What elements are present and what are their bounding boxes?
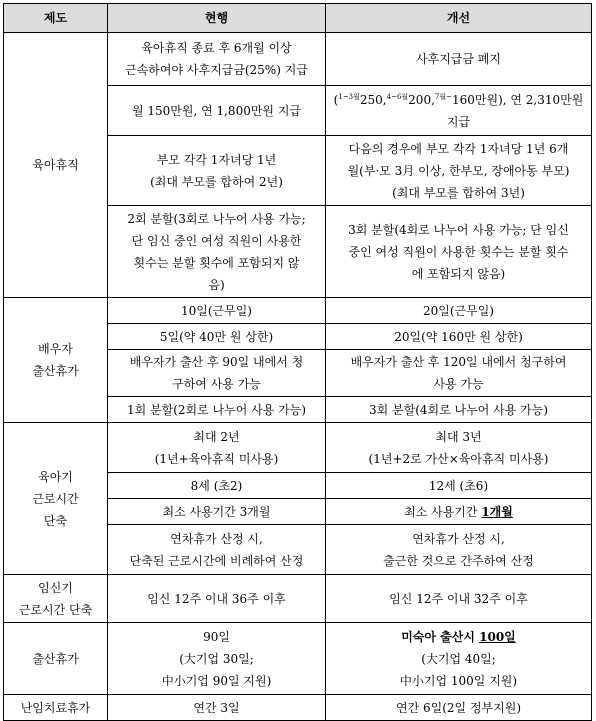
table-row: [4, 695, 592, 721]
cell-current: 연간 3일: [108, 695, 326, 721]
category-parental-leave: 육아휴직: [4, 33, 108, 298]
cell-improved: 배우자가 출산 후 120일 내에서 청구하여 사용 가능: [326, 350, 592, 397]
emphasis-text: 100일: [479, 629, 516, 644]
cell-improved: 사후지급금 폐지: [326, 33, 592, 86]
cell-current: 2회 분할(3회로 나누어 사용 가능; 단 임신 중인 여성 직원이 사용한 횟수는 분할 횟수에 포함되지 않 음): [108, 206, 326, 298]
category-maternity-leave: 출산휴가: [4, 623, 108, 695]
policy-comparison-table: [3, 3, 592, 721]
cell-current: 연차휴가 산정 시, 단축된 근로시간에 비례하여 산정: [108, 525, 326, 575]
cell-improved: 12세 (초6): [326, 473, 592, 499]
cell-current: 5일(약 40만 원 상한): [108, 324, 326, 350]
cell-improved: 20일(약 160만 원 상한): [326, 324, 592, 350]
cell-current: 1회 분할(2회로 나누어 사용 가능): [108, 397, 326, 423]
cell-improved: 미숙아 출산시 100일 (大기업 40일; 中小기업 100일 지원): [326, 623, 592, 695]
cell-current: 최대 2년 (1년+육아휴직 미사용): [108, 423, 326, 473]
table-row: [4, 423, 592, 473]
category-infertility-leave: 난임치료휴가: [4, 695, 108, 721]
cell-improved: ($^{1\sim 3월}$250,$^{4\sim 6월}$200,$^{7월\sim}$160만원), 연 2,310만원 지급: [326, 86, 592, 136]
cell-improved: 20일(근무일): [326, 298, 592, 324]
cell-improved: 3회 분할(4회로 나누어 사용 가능; 단 임신 중인 여성 직원이 사용한 횟수는 분할 횟수 에 포함되지 않음): [326, 206, 592, 298]
category-pregnancy-hours: 임신기 근로시간 단축: [4, 575, 108, 623]
header-improved: 개선: [326, 4, 592, 33]
cell-improved: 최대 3년 (1년+2로 가산×육아휴직 미사용): [326, 423, 592, 473]
header-row: [4, 4, 592, 33]
header-current: 현행: [108, 4, 326, 33]
cell-current: 부모 각각 1자녀당 1년 (최대 부모를 합하여 2년): [108, 136, 326, 206]
category-childcare-hours: 육아기 근로시간 단축: [4, 423, 108, 575]
policy-comparison-table-wrapper: [3, 3, 592, 721]
category-spouse-leave: 배우자 출산휴가: [4, 298, 108, 423]
cell-current: 월 150만원, 연 1,800만원 지급: [108, 86, 326, 136]
cell-improved: 최소 사용기간 1개월: [326, 499, 592, 525]
cell-improved: 다음의 경우에 부모 각각 1자녀당 1년 6개 월(부·모 3月 이상, 한부모, 장애아동 부모) (최대 부모를 합하여 3년): [326, 136, 592, 206]
cell-current: 10일(근무일): [108, 298, 326, 324]
cell-improved: 3회 분할(4회로 나누어 사용 가능): [326, 397, 592, 423]
cell-current: 8세 (초2): [108, 473, 326, 499]
cell-improved: 임신 12주 이내 32주 이후: [326, 575, 592, 623]
table-row: [4, 623, 592, 695]
emphasis-text: 1개월: [481, 504, 513, 519]
table-row: [4, 33, 592, 86]
cell-current: 임신 12주 이내 36주 이후: [108, 575, 326, 623]
cell-current: 배우자가 출산 후 90일 내에서 청 구하여 사용 가능: [108, 350, 326, 397]
cell-current: 최소 사용기간 3개월: [108, 499, 326, 525]
table-row: [4, 298, 592, 324]
cell-improved: 연간 6일(2일 정부지원): [326, 695, 592, 721]
cell-improved: 연차휴가 산정 시, 출근한 것으로 간주하여 산정: [326, 525, 592, 575]
header-system: 제도: [4, 4, 108, 33]
table-row: [4, 575, 592, 623]
cell-current: 90일 (大기업 30일; 中小기업 90일 지원): [108, 623, 326, 695]
cell-current: 육아휴직 종료 후 6개월 이상 근속하여야 사후지급금(25%) 지급: [108, 33, 326, 86]
